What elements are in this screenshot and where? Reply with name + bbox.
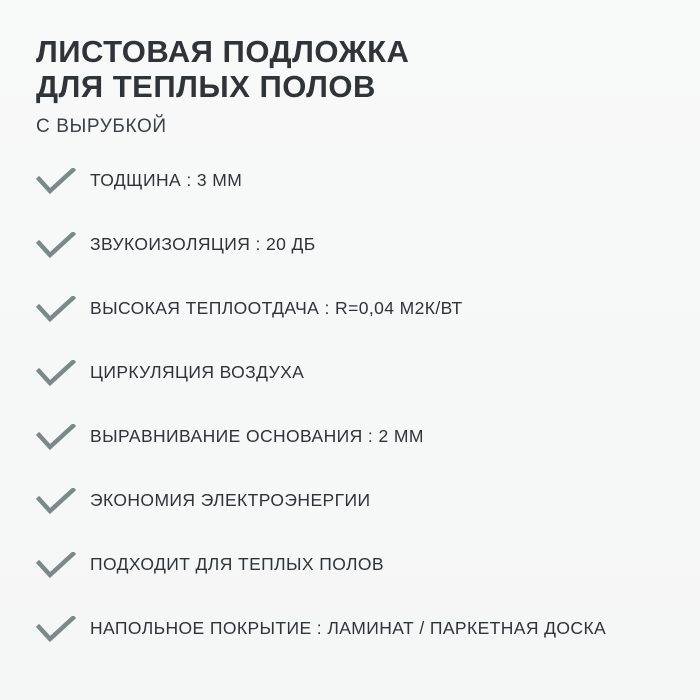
title-line-1: ЛИСТОВАЯ ПОДЛОЖКА (36, 34, 410, 69)
list-item (36, 166, 670, 212)
list-item (36, 550, 670, 596)
list-item (36, 230, 670, 276)
list-item-label: ТОДЩИНА : 3 ММ (90, 170, 243, 190)
check-icon (36, 616, 76, 644)
list-item (36, 422, 670, 468)
check-icon (36, 488, 76, 516)
list-item-label: ПОДХОДИТ ДЛЯ ТЕПЛЫХ ПОЛОВ (90, 554, 385, 574)
page-subtitle: С ВЫРУБКОЙ (36, 116, 167, 137)
list-item (36, 294, 670, 340)
check-icon (36, 232, 76, 260)
check-icon (36, 552, 76, 580)
list-item (36, 358, 670, 404)
page-title (36, 34, 670, 138)
list-item-label: ЗВУКОИЗОЛЯЦИЯ : 20 ДБ (90, 234, 316, 254)
feature-list (36, 166, 670, 660)
list-item (36, 614, 670, 660)
list-item-label: НАПОЛЬНОЕ ПОКРЫТИЕ : ЛАМИНАТ / ПАРКЕТНАЯ ДОСКА (90, 618, 607, 638)
title-line-2: ДЛЯ ТЕПЛЫХ ПОЛОВ (36, 69, 376, 104)
list-item-label: ЭКОНОМИЯ ЭЛЕКТРОЭНЕРГИИ (90, 490, 371, 510)
check-icon (36, 360, 76, 388)
list-item-label: ВЫСОКАЯ ТЕПЛООТДАЧА : R=0,04 М2К/ВТ (90, 298, 463, 318)
list-item-label: ВЫРАВНИВАНИЕ ОСНОВАНИЯ : 2 ММ (90, 426, 424, 446)
list-item (36, 486, 670, 532)
check-icon (36, 168, 76, 196)
check-icon (36, 424, 76, 452)
list-item-label: ЦИРКУЛЯЦИЯ ВОЗДУХА (90, 362, 305, 382)
check-icon (36, 296, 76, 324)
